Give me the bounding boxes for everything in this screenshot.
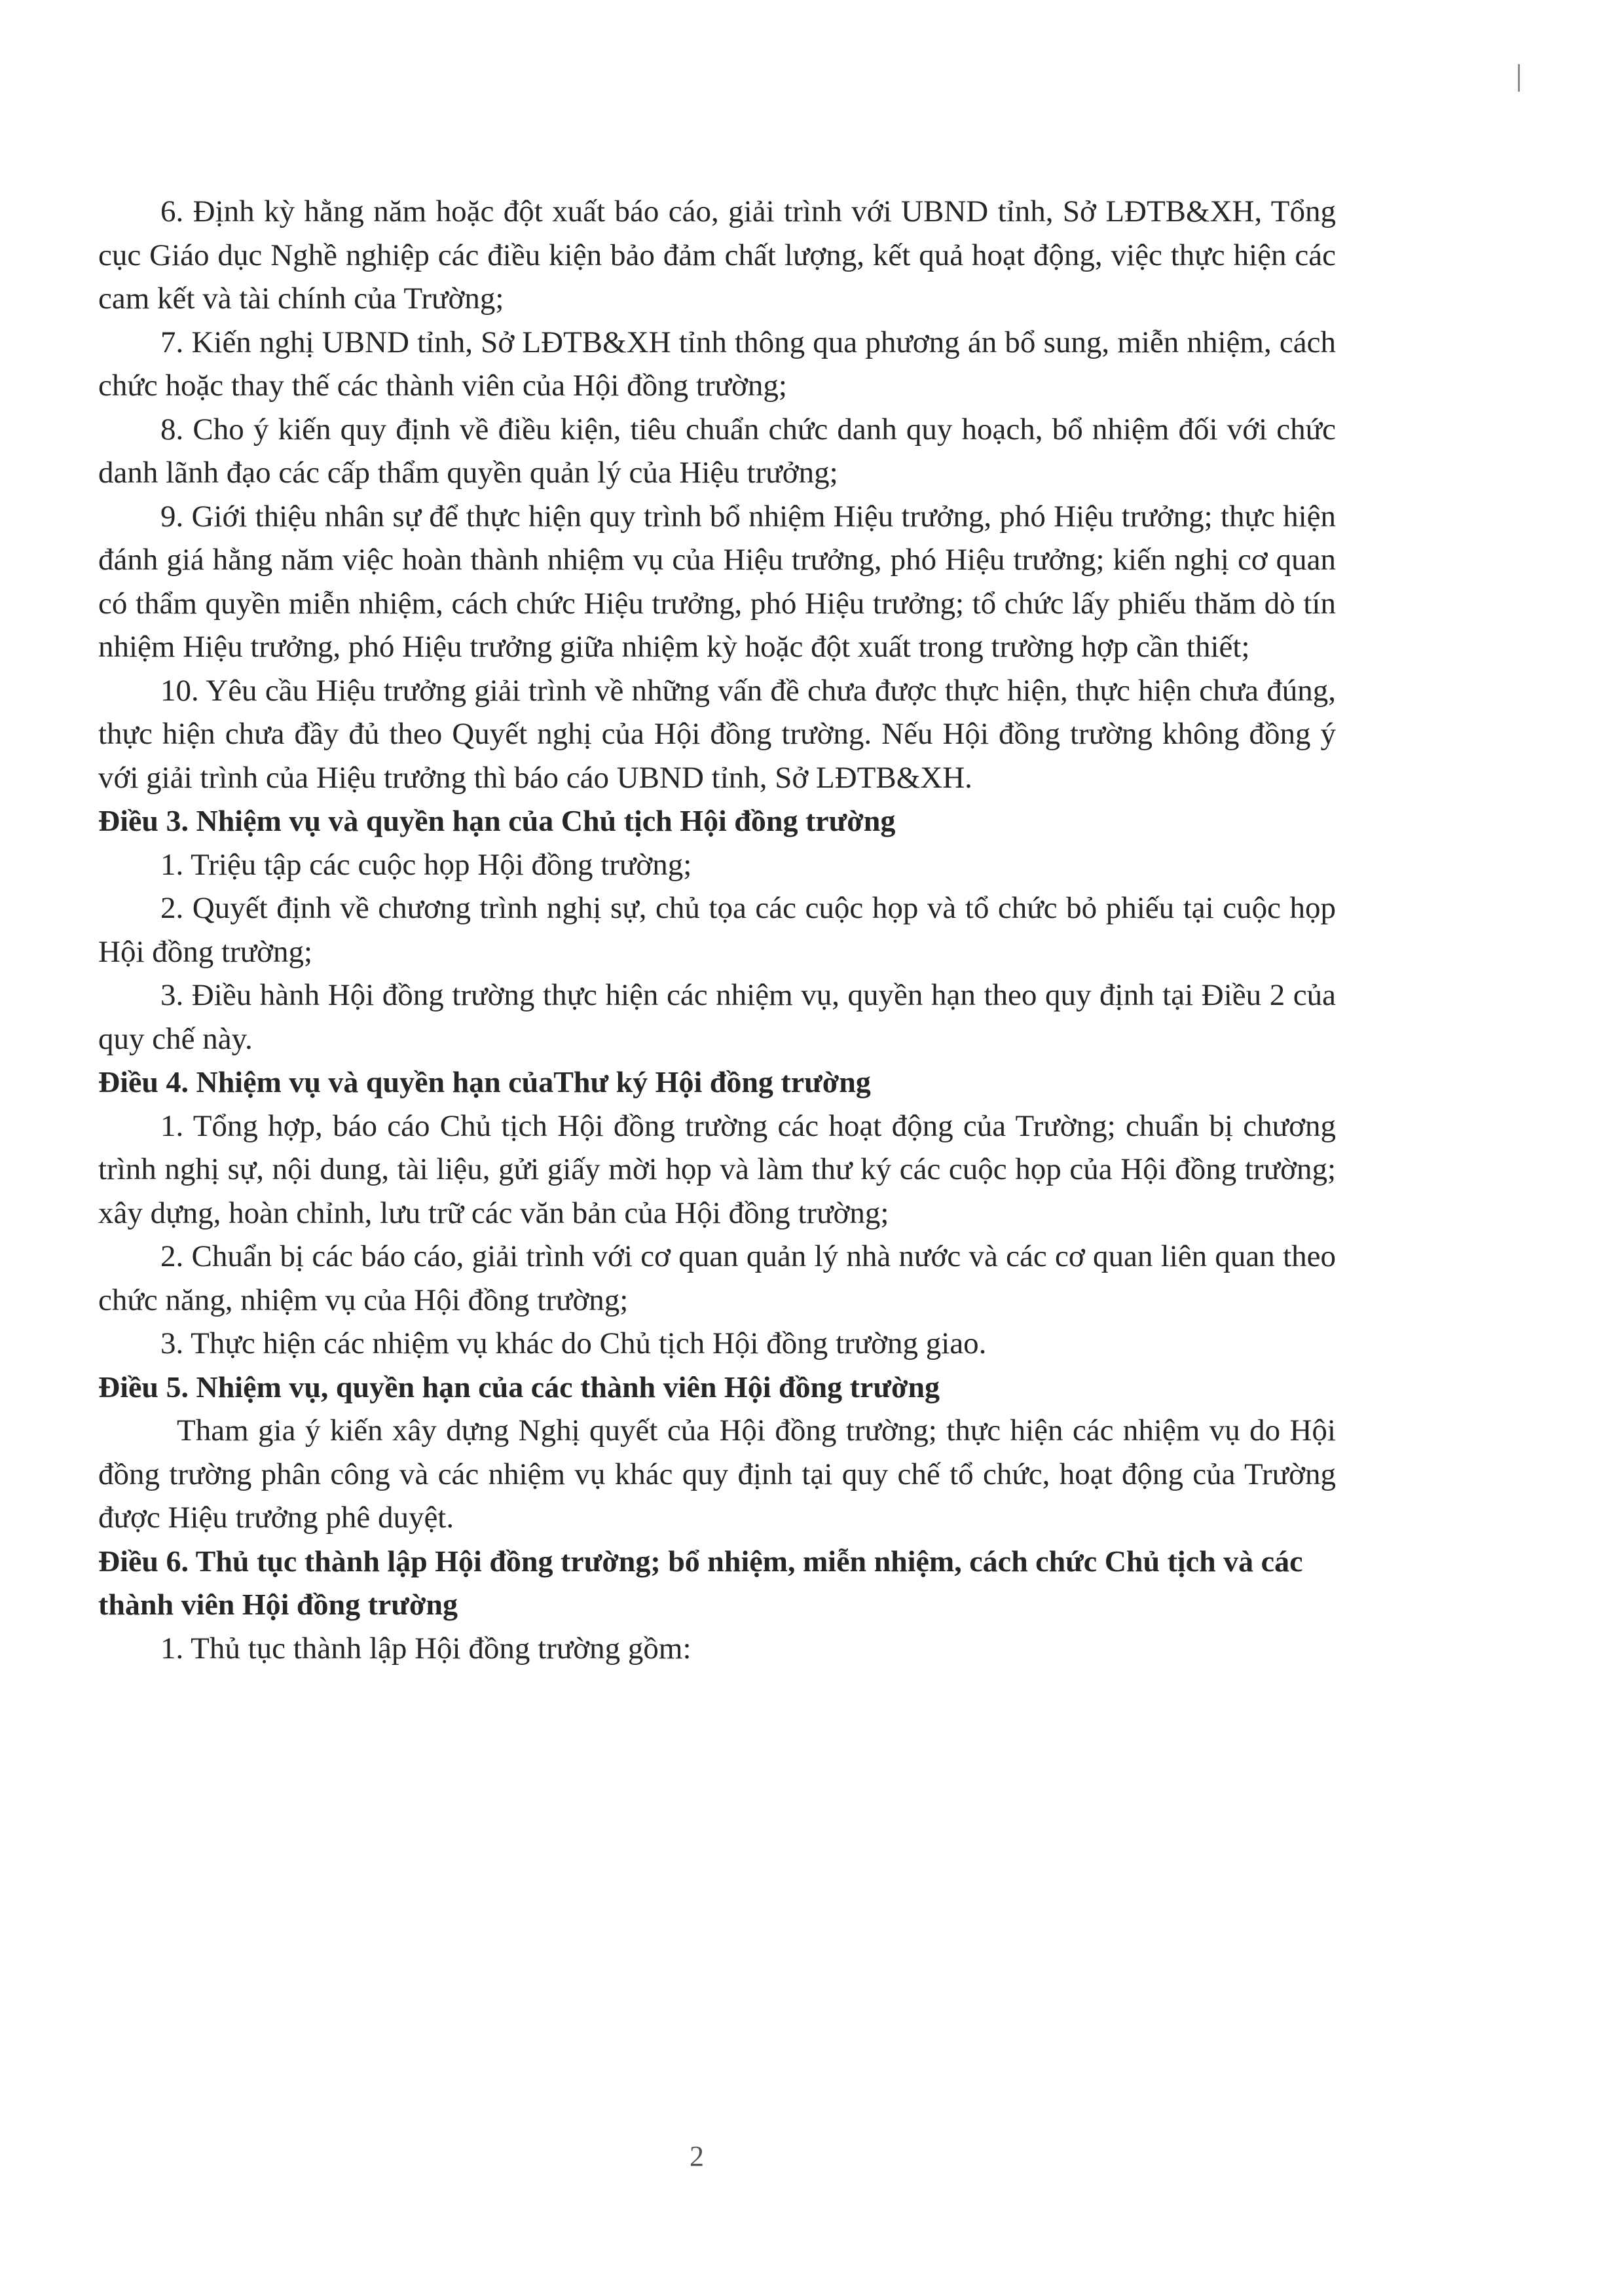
- scan-mark: [1518, 64, 1520, 92]
- article-6-heading: Điều 6. Thủ tục thành lập Hội đồng trường; bổ nhiệm, miễn nhiệm, cách chức Chủ tịch và các thành viên Hội đồng trường: [98, 1544, 1303, 1621]
- item-8: 8. Cho ý kiến quy định về điều kiện, tiêu chuẩn chức danh quy hoạch, bổ nhiệm đối với chức danh lãnh đạo các cấp thẩm quyền quản lý của Hiệu trưởng;: [98, 412, 1336, 490]
- article-3-item-1: 1. Triệu tập các cuộc họp Hội đồng trường;: [160, 847, 692, 882]
- article-3-item-2: 2. Quyết định về chương trình nghị sự, chủ tọa các cuộc họp và tổ chức bỏ phiếu tại cuộc họp Hội đồng trường;: [98, 891, 1336, 969]
- page-number: 2: [690, 2140, 704, 2172]
- article-3-heading: Điều 3. Nhiệm vụ và quyền hạn của Chủ tịch Hội đồng trường: [98, 804, 896, 837]
- item-9: 9. Giới thiệu nhân sự để thực hiện quy trình bổ nhiệm Hiệu trưởng, phó Hiệu trưởng; thực hiện đánh giá hằng năm việc hoàn thành nhiệm vụ của Hiệu trưởng, phó Hiệu trưởng; kiến nghị cơ quan có thẩm quyền miễn nhiệm, cách chức Hiệu trưởng, phó Hiệu trưởng; tổ chức lấy phiếu thăm dò tín nhiệm Hiệu trưởng, phó Hiệu trưởng giữa nhiệm kỳ hoặc đột xuất trong trường hợp cần thiết;: [98, 499, 1336, 664]
- item-7: 7. Kiến nghị UBND tỉnh, Sở LĐTB&XH tỉnh thông qua phương án bổ sung, miễn nhiệm, cách chức hoặc thay thế các thành viên của Hội đồng trường;: [98, 325, 1336, 403]
- document-body: [98, 190, 1336, 1670]
- article-4-item-2: 2. Chuẩn bị các báo cáo, giải trình với cơ quan quản lý nhà nước và các cơ quan liên quan theo chức năng, nhiệm vụ của Hội đồng trường;: [98, 1239, 1336, 1317]
- article-5-heading: Điều 5. Nhiệm vụ, quyền hạn của các thành viên Hội đồng trường: [98, 1370, 940, 1404]
- article-4-item-1: 1. Tổng hợp, báo cáo Chủ tịch Hội đồng trường các hoạt động của Trường; chuẩn bị chương trình nghị sự, nội dung, tài liệu, gửi giấy mời họp và làm thư ký các cuộc họp của Hội đồng trường; xây dựng, hoàn chỉnh, lưu trữ các văn bản của Hội đồng trường;: [98, 1108, 1336, 1230]
- article-6-item-1: 1. Thủ tục thành lập Hội đồng trường gồm:: [160, 1631, 692, 1666]
- article-5-body: Tham gia ý kiến xây dựng Nghị quyết của Hội đồng trường; thực hiện các nhiệm vụ do Hội đồng trường phân công và các nhiệm vụ khác quy định tại quy chế tổ chức, hoạt động của Trường được Hiệu trưởng phê duyệt.: [98, 1413, 1336, 1535]
- article-3-item-3: 3. Điều hành Hội đồng trường thực hiện các nhiệm vụ, quyền hạn theo quy định tại Điều 2 của quy chế này.: [98, 978, 1336, 1056]
- article-4-heading: Điều 4. Nhiệm vụ và quyền hạn củaThư ký Hội đồng trường: [98, 1065, 871, 1099]
- article-4-item-3: 3. Thực hiện các nhiệm vụ khác do Chủ tịch Hội đồng trường giao.: [160, 1326, 987, 1360]
- item-6: 6. Định kỳ hằng năm hoặc đột xuất báo cáo, giải trình với UBND tỉnh, Sở LĐTB&XH, Tổng cục Giáo dục Nghề nghiệp các điều kiện bảo đảm chất lượng, kết quả hoạt động, việc thực hiện các cam kết và tài chính của Trường;: [98, 194, 1336, 316]
- item-10: 10. Yêu cầu Hiệu trưởng giải trình về những vấn đề chưa được thực hiện, thực hiện chưa đúng, thực hiện chưa đầy đủ theo Quyết nghị của Hội đồng trường. Nếu Hội đồng trường không đồng ý với giải trình của Hiệu trưởng thì báo cáo UBND tỉnh, Sở LĐTB&XH.: [98, 673, 1336, 795]
